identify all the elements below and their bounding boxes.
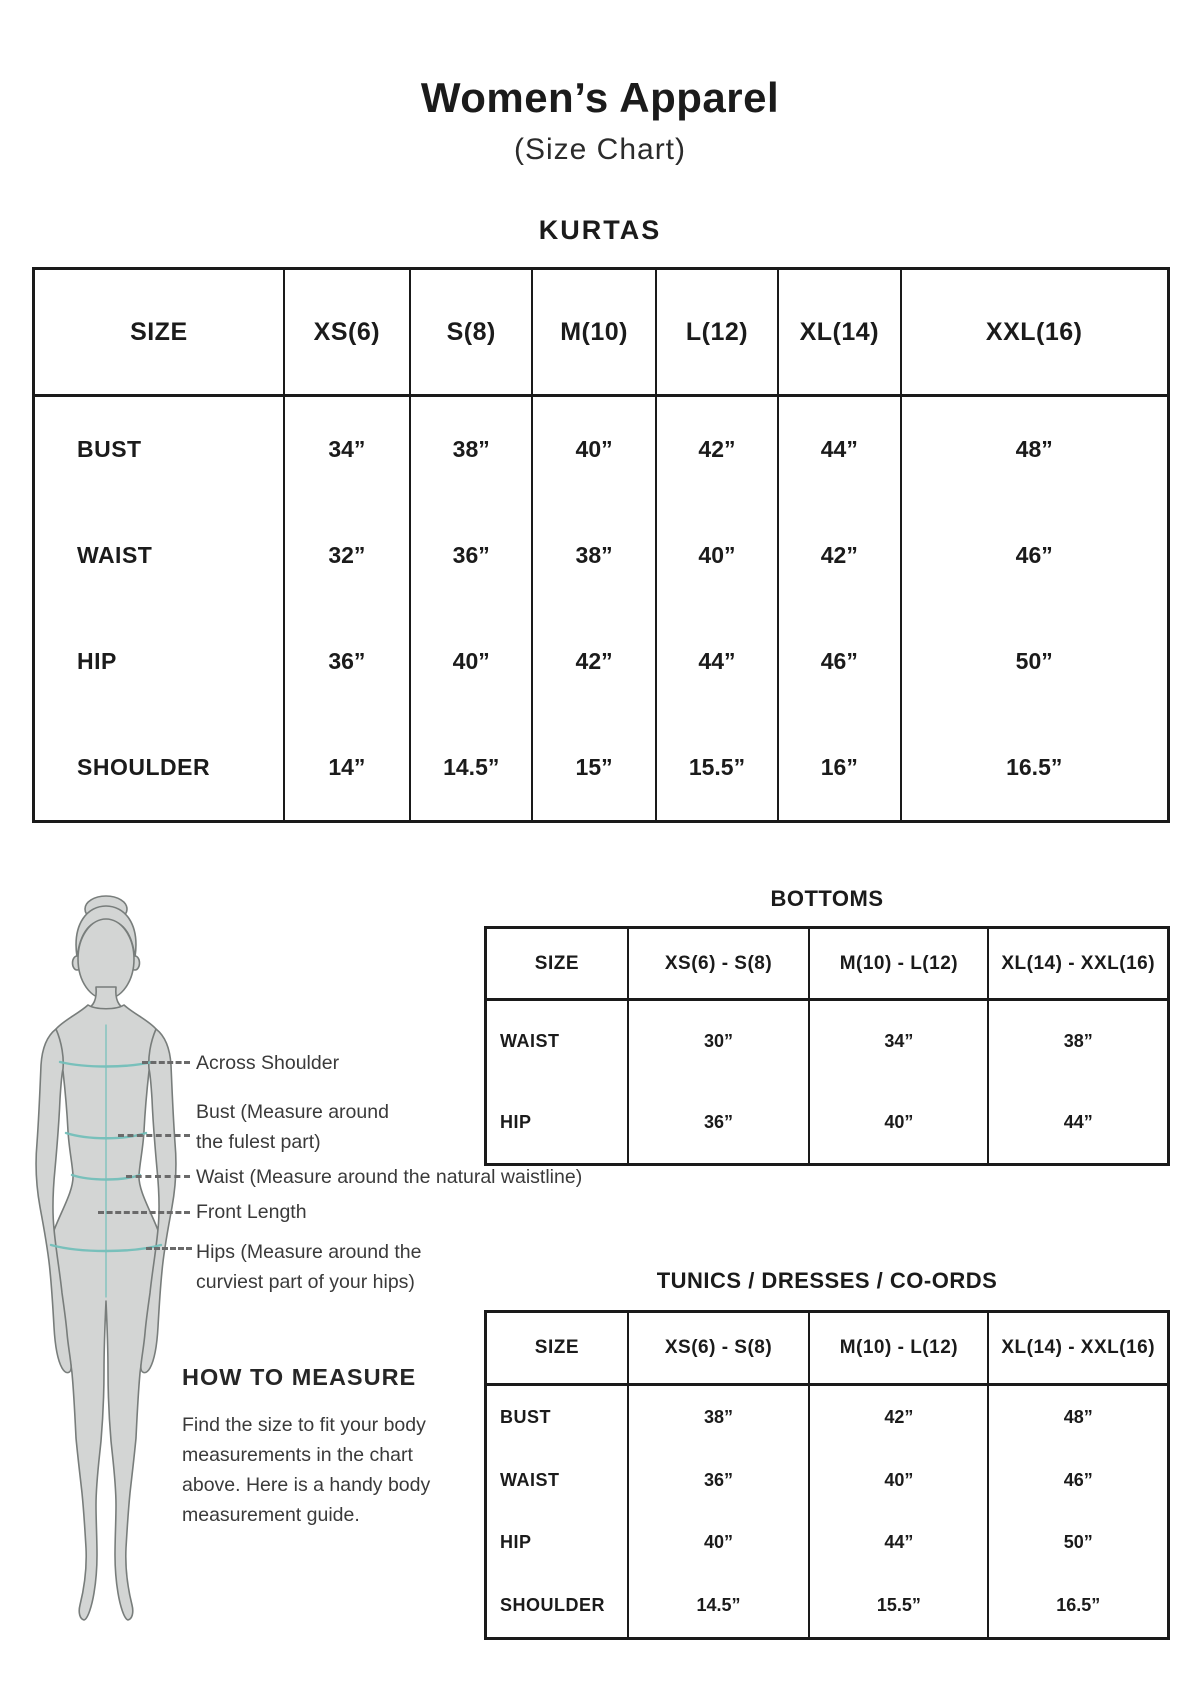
tunics-column-0 bbox=[629, 1313, 811, 1637]
tunics-cell-hip: 44” bbox=[884, 1532, 914, 1553]
tunics-column-body bbox=[989, 1386, 1166, 1637]
kurtas-row-label-shoulder: SHOULDER bbox=[77, 753, 211, 780]
bottoms-label-column-body bbox=[487, 1001, 627, 1163]
bottoms-column-body bbox=[989, 1001, 1166, 1163]
kurtas-cell-bust: 44” bbox=[820, 436, 858, 463]
bottoms-row-label-waist: WAIST bbox=[500, 1031, 560, 1051]
tunics-label-column bbox=[487, 1313, 629, 1637]
bust-leader-line bbox=[118, 1134, 190, 1137]
bottoms-column-0 bbox=[629, 929, 811, 1163]
kurtas-row-label-bust: BUST bbox=[77, 436, 142, 463]
kurtas-cell-shoulder: 16.5” bbox=[1006, 753, 1063, 780]
kurtas-cell-bust: 48” bbox=[1015, 436, 1053, 463]
tunics-cell-bust: 42” bbox=[884, 1406, 914, 1427]
kurtas-column-body bbox=[533, 397, 654, 820]
kurtas-column-header: L(12) bbox=[657, 270, 777, 397]
front-length-leader-line bbox=[98, 1211, 190, 1214]
kurtas-label-column bbox=[35, 270, 285, 820]
bottoms-column-body bbox=[629, 1001, 809, 1163]
bottoms-column-header: M(10) - L(12) bbox=[810, 929, 987, 1001]
tunics-size-header: SIZE bbox=[487, 1313, 627, 1386]
kurtas-cell-shoulder: 14.5” bbox=[443, 753, 500, 780]
kurtas-cell-hip: 40” bbox=[452, 647, 490, 674]
page-title: Women’s Apparel bbox=[420, 74, 780, 121]
kurtas-cell-waist: 36” bbox=[452, 542, 490, 569]
kurtas-column-header: M(10) bbox=[533, 270, 654, 397]
kurtas-cell-waist: 42” bbox=[820, 542, 858, 569]
kurtas-column-header: S(8) bbox=[411, 270, 531, 397]
woman-silhouette-illustration bbox=[20, 893, 195, 1628]
bottoms-cell-waist: 34” bbox=[884, 1031, 914, 1051]
bottoms-cell-waist: 30” bbox=[704, 1031, 734, 1051]
tunics-column-body bbox=[810, 1386, 987, 1637]
tunics-column-1 bbox=[810, 1313, 989, 1637]
kurtas-label-column-body bbox=[35, 397, 283, 820]
kurtas-cell-shoulder: 15.5” bbox=[688, 753, 746, 780]
tunics-row-label-bust: BUST bbox=[500, 1406, 551, 1427]
tunics-size-table bbox=[484, 1310, 1170, 1640]
kurtas-cell-waist: 40” bbox=[698, 542, 736, 569]
kurtas-column-5 bbox=[902, 270, 1167, 820]
bottoms-column-2 bbox=[989, 929, 1166, 1163]
kurtas-column-0 bbox=[285, 270, 411, 820]
shoulder-leader-line bbox=[142, 1061, 190, 1064]
kurtas-cell-waist: 32” bbox=[328, 542, 366, 569]
tunics-cell-waist: 36” bbox=[704, 1469, 734, 1490]
waist-label: Waist (Measure around the natural waistline) bbox=[196, 1166, 583, 1188]
kurtas-column-body bbox=[902, 397, 1167, 820]
tunics-cell-waist: 46” bbox=[1063, 1469, 1093, 1490]
kurtas-column-2 bbox=[533, 270, 656, 820]
kurtas-cell-bust: 34” bbox=[328, 436, 366, 463]
tunics-row-label-waist: WAIST bbox=[500, 1469, 560, 1490]
tunics-column-header: M(10) - L(12) bbox=[810, 1313, 987, 1386]
kurtas-column-body bbox=[779, 397, 899, 820]
kurtas-column-body bbox=[411, 397, 531, 820]
kurtas-column-3 bbox=[657, 270, 779, 820]
kurtas-cell-hip: 44” bbox=[698, 647, 736, 674]
how-to-measure-text: Find the size to fit your body measurements in the chart above. Here is a handy body measurement guide. bbox=[182, 1414, 431, 1526]
bottoms-label-column bbox=[487, 929, 629, 1163]
kurtas-column-4 bbox=[779, 270, 901, 820]
kurtas-cell-bust: 38” bbox=[452, 436, 490, 463]
tunics-cell-bust: 38” bbox=[704, 1406, 734, 1427]
bottoms-cell-hip: 40” bbox=[884, 1112, 914, 1132]
bottoms-section-title: BOTTOMS bbox=[770, 886, 884, 911]
hips-label: Hips (Measure around the curviest part of your hips) bbox=[196, 1241, 422, 1293]
tunics-cell-hip: 40” bbox=[704, 1532, 734, 1553]
kurtas-cell-hip: 36” bbox=[328, 647, 366, 674]
waist-leader-line bbox=[126, 1175, 190, 1178]
kurtas-column-header: XL(14) bbox=[779, 270, 899, 397]
tunics-cell-shoulder: 14.5” bbox=[696, 1595, 741, 1616]
bottoms-size-header: SIZE bbox=[487, 929, 627, 1001]
page-subtitle: (Size Chart) bbox=[513, 133, 687, 166]
kurtas-cell-hip: 50” bbox=[1015, 647, 1053, 674]
kurtas-section-title: KURTAS bbox=[538, 215, 662, 245]
kurtas-cell-waist: 46” bbox=[1015, 542, 1053, 569]
tunics-row-label-shoulder: SHOULDER bbox=[500, 1595, 606, 1616]
bust-label: Bust (Measure around the fulest part) bbox=[196, 1101, 389, 1153]
bottoms-cell-hip: 36” bbox=[704, 1112, 734, 1132]
bottoms-cell-hip: 44” bbox=[1063, 1112, 1093, 1132]
tunics-column-body bbox=[629, 1386, 809, 1637]
kurtas-cell-bust: 42” bbox=[698, 436, 736, 463]
kurtas-row-label-waist: WAIST bbox=[77, 542, 153, 569]
bottoms-column-1 bbox=[810, 929, 989, 1163]
bottoms-column-body bbox=[810, 1001, 987, 1163]
kurtas-row-label-hip: HIP bbox=[77, 647, 117, 674]
kurtas-cell-hip: 46” bbox=[820, 647, 858, 674]
tunics-cell-waist: 40” bbox=[884, 1469, 914, 1490]
hips-leader-line bbox=[146, 1247, 192, 1250]
tunics-cell-hip: 50” bbox=[1063, 1532, 1093, 1553]
kurtas-cell-bust: 40” bbox=[575, 436, 613, 463]
kurtas-cell-shoulder: 15” bbox=[575, 753, 613, 780]
kurtas-cell-shoulder: 14” bbox=[328, 753, 366, 780]
bottoms-cell-waist: 38” bbox=[1063, 1031, 1093, 1051]
how-to-measure-heading: HOW TO MEASURE bbox=[182, 1364, 417, 1390]
kurtas-cell-waist: 38” bbox=[575, 542, 613, 569]
kurtas-column-body bbox=[657, 397, 777, 820]
kurtas-size-header: SIZE bbox=[35, 270, 283, 397]
tunics-cell-shoulder: 15.5” bbox=[876, 1595, 921, 1616]
front-length-label: Front Length bbox=[196, 1201, 307, 1223]
bottoms-column-header: XL(14) - XXL(16) bbox=[989, 929, 1166, 1001]
tunics-column-2 bbox=[989, 1313, 1166, 1637]
body-measurement-figure bbox=[20, 893, 195, 1628]
bottoms-size-table bbox=[484, 926, 1170, 1166]
tunics-column-header: XL(14) - XXL(16) bbox=[989, 1313, 1166, 1386]
kurtas-column-1 bbox=[411, 270, 533, 820]
bottoms-column-header: XS(6) - S(8) bbox=[629, 929, 809, 1001]
tunics-label-column-body bbox=[487, 1386, 627, 1637]
kurtas-size-table bbox=[32, 267, 1170, 823]
tunics-column-header: XS(6) - S(8) bbox=[629, 1313, 809, 1386]
kurtas-cell-hip: 42” bbox=[575, 647, 613, 674]
tunics-section-title: TUNICS / DRESSES / CO-ORDS bbox=[656, 1268, 998, 1293]
kurtas-column-header: XS(6) bbox=[285, 270, 409, 397]
tunics-row-label-hip: HIP bbox=[500, 1532, 532, 1553]
kurtas-cell-shoulder: 16” bbox=[820, 753, 858, 780]
kurtas-column-header: XXL(16) bbox=[902, 270, 1167, 397]
tunics-cell-shoulder: 16.5” bbox=[1056, 1595, 1101, 1616]
kurtas-column-body bbox=[285, 397, 409, 820]
across-shoulder-label: Across Shoulder bbox=[196, 1052, 340, 1074]
bottoms-row-label-hip: HIP bbox=[500, 1112, 532, 1132]
tunics-cell-bust: 48” bbox=[1063, 1406, 1093, 1427]
